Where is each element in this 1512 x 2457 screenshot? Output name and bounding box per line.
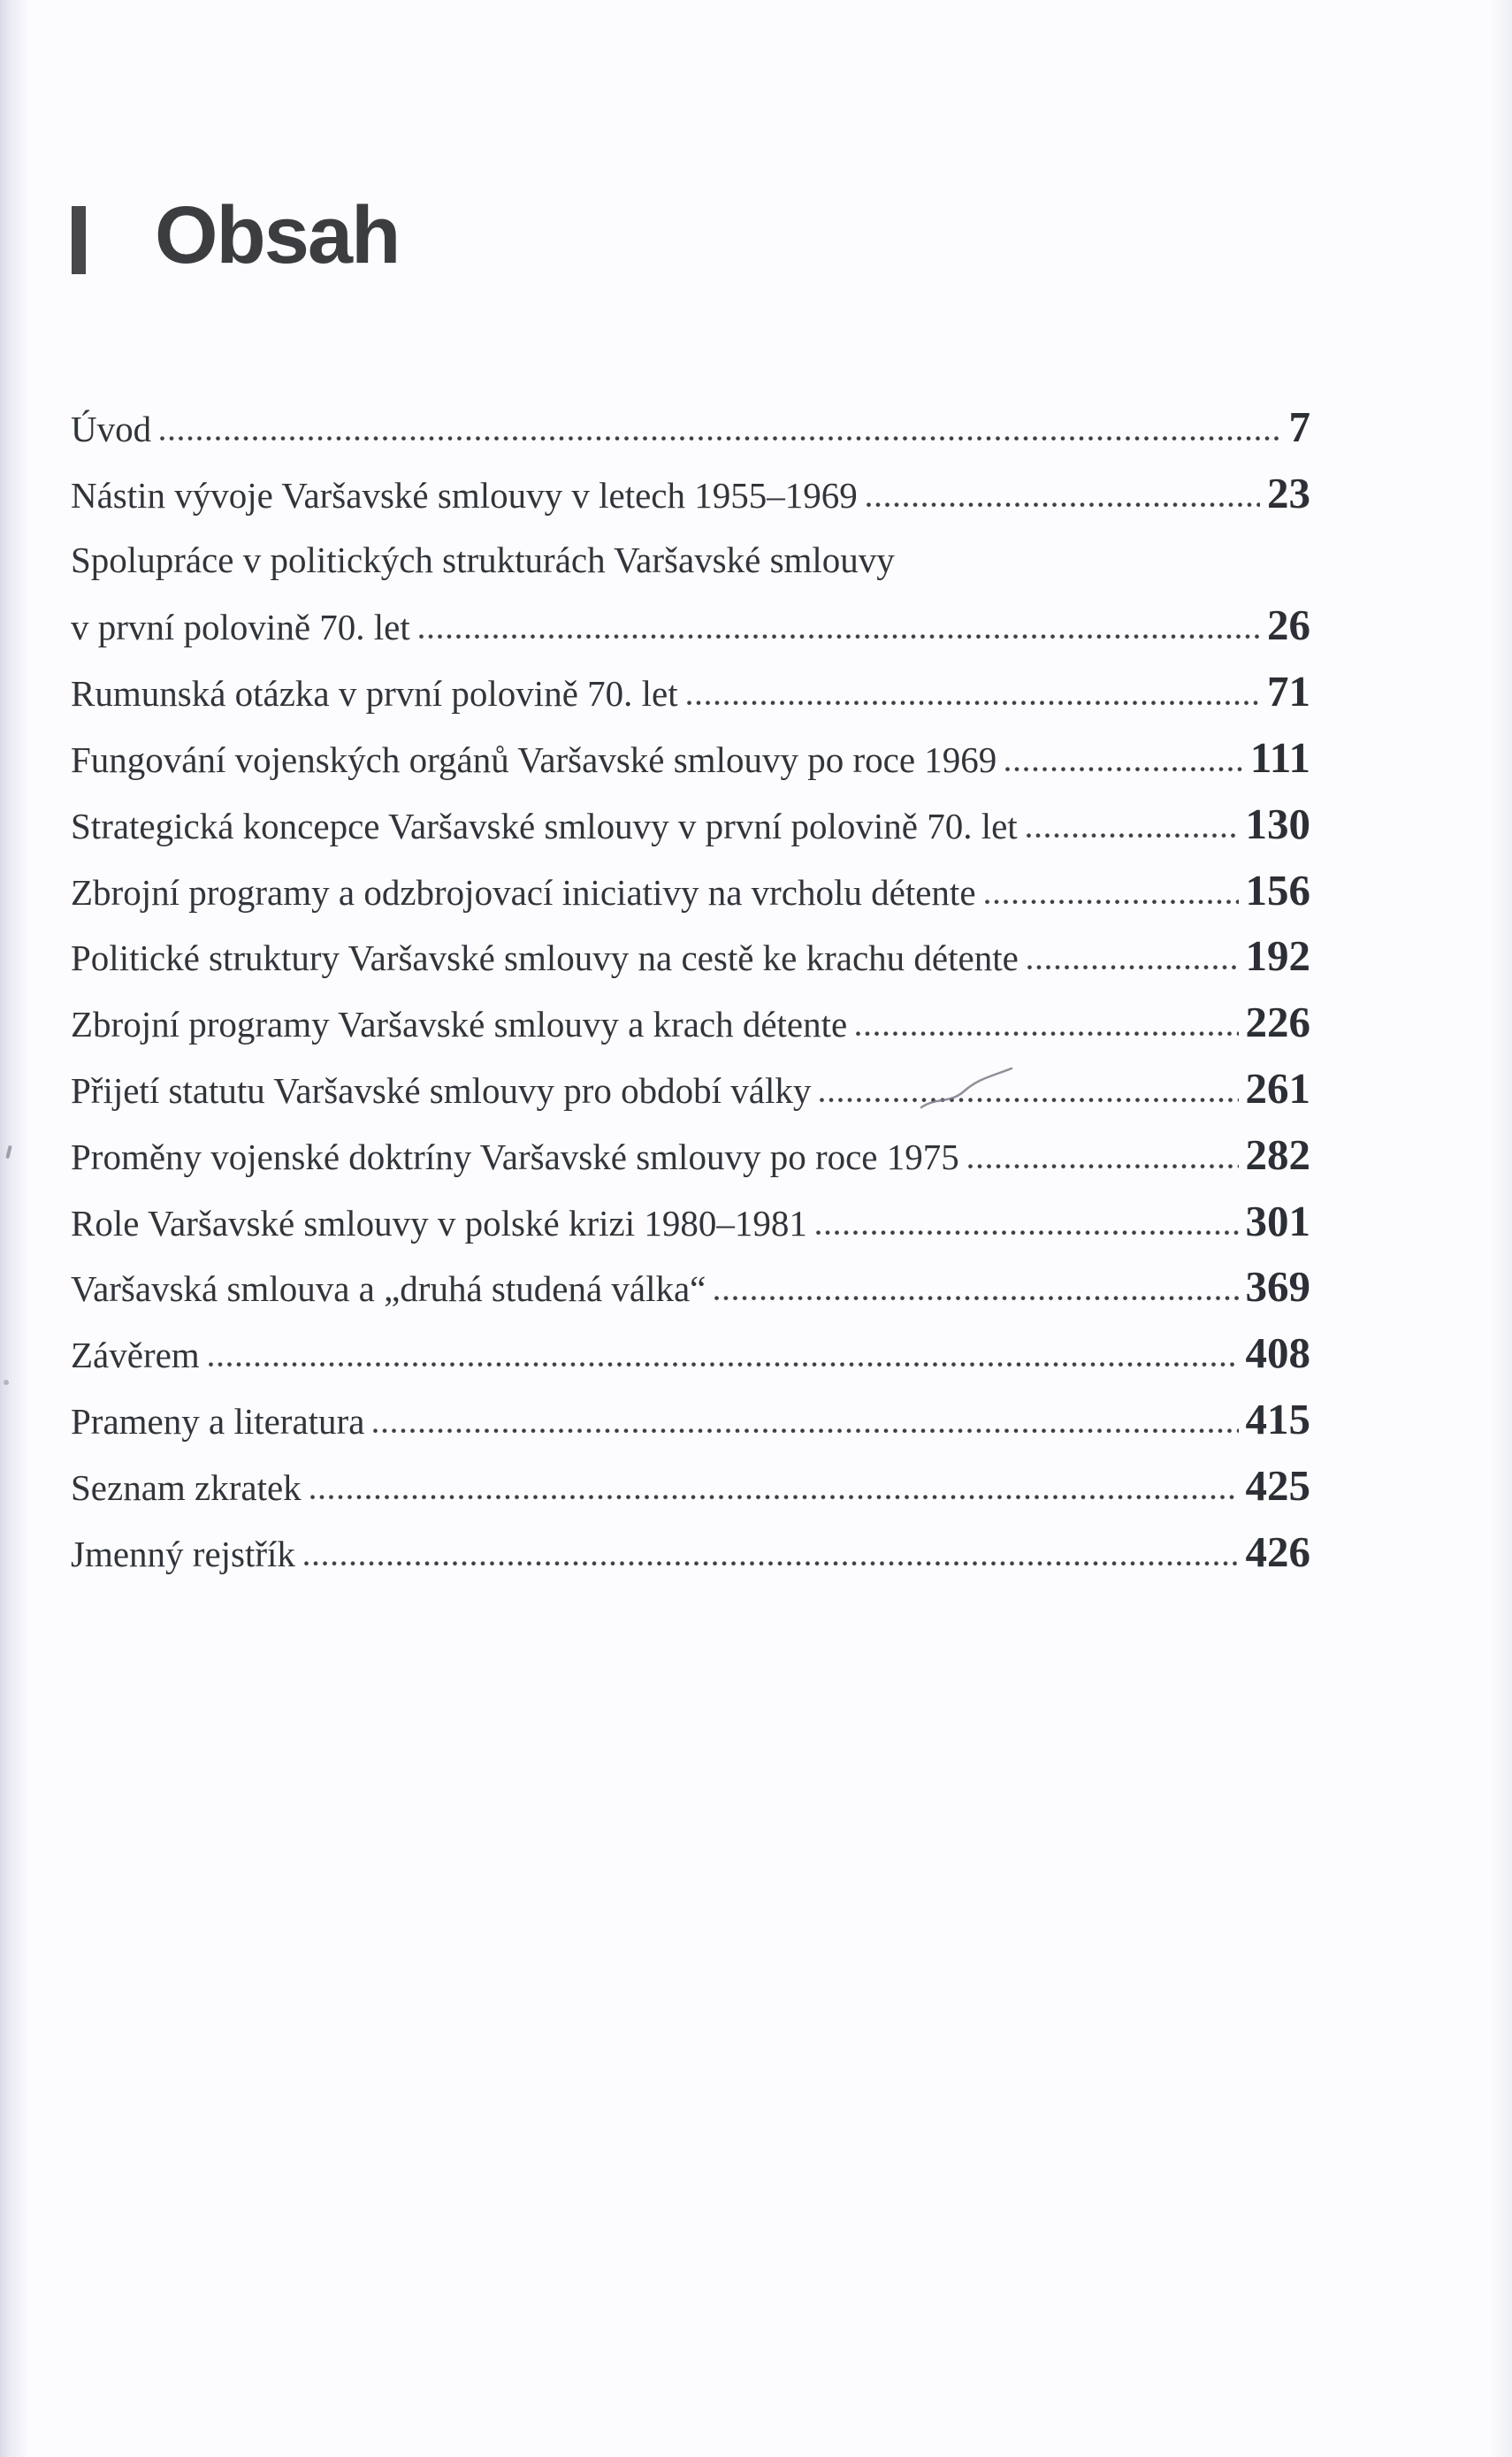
toc-row — [71, 394, 1310, 461]
toc-page-number: 426 — [1245, 1527, 1310, 1576]
dot-leader — [373, 1428, 1238, 1434]
toc-page-number: 130 — [1245, 799, 1310, 848]
toc-page-number: 301 — [1245, 1196, 1310, 1245]
dot-leader — [209, 1362, 1239, 1367]
dot-leader — [687, 700, 1260, 706]
dot-leader — [304, 1561, 1239, 1566]
toc-row — [71, 923, 1310, 990]
heading-vertical-bar-icon — [72, 206, 86, 274]
toc-page-number: 192 — [1245, 931, 1310, 981]
dot-leader — [867, 502, 1260, 508]
dot-leader — [1027, 833, 1239, 838]
toc-page-number: 415 — [1245, 1394, 1310, 1443]
toc-page-number: 7 — [1288, 402, 1310, 451]
toc-entry-title: Varšavská smlouva a „druhá studená válka“ — [71, 1268, 706, 1310]
dot-leader — [310, 1495, 1239, 1500]
toc-page-number: 23 — [1267, 468, 1310, 517]
toc-row — [71, 725, 1310, 792]
toc-entry-title: Fungování vojenských orgánů Varšavské smlouvy po roce 1969 — [71, 739, 997, 780]
toc-page-number: 261 — [1245, 1063, 1310, 1113]
toc-entry-title: Závěrem — [71, 1335, 200, 1376]
toc-row — [71, 792, 1310, 858]
toc-page-number: 111 — [1249, 732, 1310, 782]
toc-page-number: 26 — [1267, 601, 1310, 650]
toc-entry-title: Prameny a literatura — [71, 1400, 365, 1442]
toc-entry-title: Nástin vývoje Varšavské smlouvy v letech 1955–1969 — [71, 474, 858, 516]
dot-leader — [1005, 767, 1243, 772]
dot-leader — [160, 436, 1281, 441]
page-title: Obsah — [155, 190, 400, 280]
dot-leader — [816, 1230, 1239, 1236]
table-of-contents — [71, 394, 1310, 1585]
toc-page-number: 369 — [1245, 1262, 1310, 1312]
toc-row — [71, 527, 1310, 593]
toc-page-number: 71 — [1267, 667, 1310, 716]
toc-row — [71, 1056, 1310, 1122]
toc-page-number: 425 — [1245, 1460, 1310, 1510]
toc-row — [71, 461, 1310, 527]
toc-entry-title: Přijetí statutu Varšavské smlouvy pro období války — [71, 1069, 812, 1111]
toc-row — [71, 1453, 1310, 1519]
toc-page-number: 408 — [1245, 1328, 1310, 1378]
toc-row — [71, 593, 1310, 659]
pen-squiggle-mark — [920, 1061, 1017, 1114]
dot-leader — [985, 899, 1239, 905]
toc-page-number: 156 — [1245, 865, 1310, 915]
toc-entry-title: Zbrojní programy a odzbrojovací iniciativy na vrcholu détente — [71, 871, 976, 913]
toc-entry-title: v první polovině 70. let — [71, 607, 410, 648]
dot-leader — [856, 1031, 1238, 1037]
toc-row — [71, 990, 1310, 1056]
chapter-heading — [72, 190, 400, 280]
toc-row — [71, 1519, 1310, 1586]
toc-page-number: 282 — [1245, 1129, 1310, 1179]
toc-row — [71, 1320, 1310, 1387]
toc-row — [71, 1387, 1310, 1453]
toc-row — [71, 1189, 1310, 1255]
toc-row — [71, 659, 1310, 725]
toc-row — [71, 1122, 1310, 1189]
toc-entry-title: Spolupráce v politických strukturách Varšavské smlouvy — [71, 539, 895, 580]
toc-page-number: 226 — [1245, 998, 1310, 1047]
toc-entry-title: Rumunská otázka v první polovině 70. let — [71, 673, 678, 715]
dot-leader — [820, 1098, 1238, 1103]
scan-shadow-right-edge — [1489, 0, 1512, 2457]
margin-speck-mark — [4, 1380, 9, 1385]
toc-entry-title: Strategická koncepce Varšavské smlouvy v první polovině 70. let — [71, 805, 1018, 846]
toc-entry-title: Seznam zkratek — [71, 1466, 302, 1508]
toc-entry-title: Proměny vojenské doktríny Varšavské smlouvy po roce 1975 — [71, 1136, 959, 1177]
toc-row — [71, 1254, 1310, 1320]
dot-leader — [419, 634, 1260, 639]
toc-entry-title: Politické struktury Varšavské smlouvy na cestě ke krachu détente — [71, 938, 1019, 979]
toc-entry-title: Role Varšavské smlouvy v polské krizi 1980–1981 — [71, 1202, 807, 1244]
dot-leader — [714, 1296, 1238, 1301]
dot-leader — [1027, 965, 1239, 970]
toc-entry-title: Jmenný rejstřík — [71, 1533, 295, 1574]
toc-entry-title: Úvod — [71, 409, 152, 449]
toc-row — [71, 858, 1310, 924]
toc-entry-title: Zbrojní programy Varšavské smlouvy a krach détente — [71, 1004, 848, 1045]
dot-leader — [968, 1164, 1239, 1169]
scan-shadow-left-edge — [0, 0, 30, 2457]
